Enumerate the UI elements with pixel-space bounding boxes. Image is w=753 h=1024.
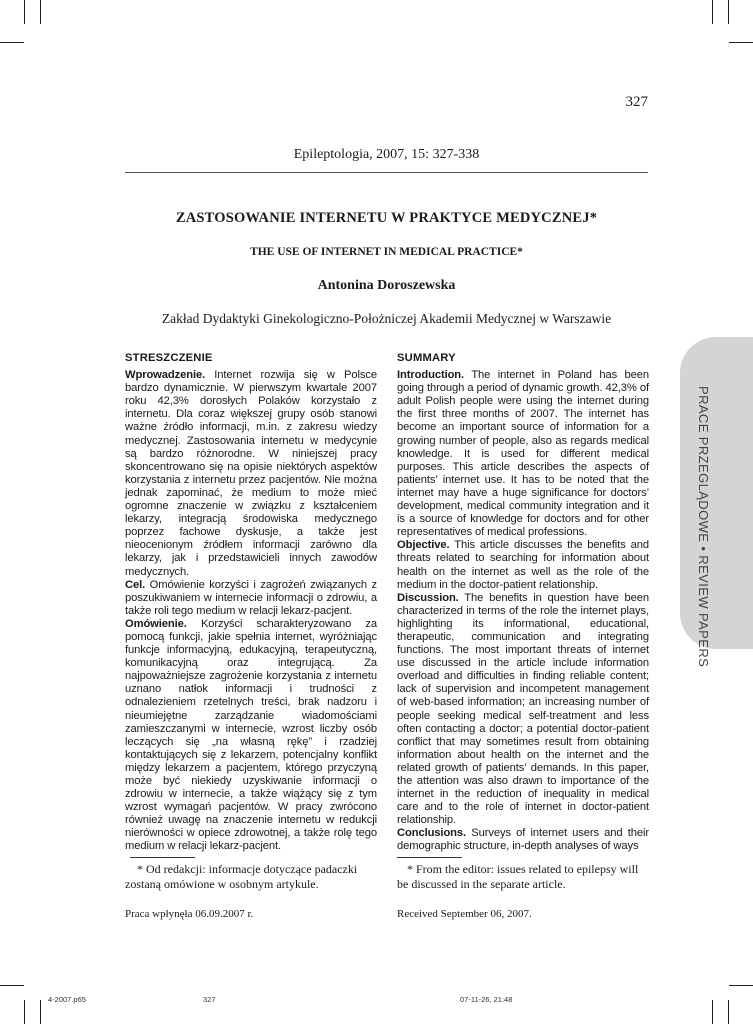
received-date-english: Received September 06, 2007. [397, 908, 532, 920]
print-slug-file: 4-2007.p65 [48, 995, 86, 1004]
crop-mark [0, 985, 24, 986]
page-number: 327 [625, 94, 648, 110]
footnote-rule [397, 857, 462, 858]
abstract-section [397, 539, 649, 591]
abstract-english [397, 352, 649, 854]
section-label: Conclusions. [397, 827, 467, 840]
section-text: Surveys of internet users and their demographic structure, in-depth analyses of ways [397, 827, 649, 853]
crop-mark [712, 1000, 713, 1024]
section-text: Omówienie korzyści i zagrożeń związanych z poszukiwaniem w internecie informacji o zdrowiu, a także roli tego medium w relacji lekarz-pacjent. [125, 578, 377, 617]
abstract-section [397, 592, 649, 828]
author-name: Antonina Doroszewska [317, 278, 456, 293]
crop-mark [729, 42, 753, 43]
footnote-english: * From the editor: issues related to epilepsy will be discussed in the separate article. [397, 862, 639, 891]
print-slug-page: 327 [203, 995, 216, 1004]
crop-mark [40, 0, 41, 24]
print-slug-datetime: 07-11-26, 21:48 [460, 995, 513, 1004]
footnote-rule [130, 857, 195, 858]
crop-mark [24, 0, 25, 24]
section-label: Wprowadzenie. [125, 369, 206, 382]
title-polish: ZASTOSOWANIE INTERNETU W PRAKTYCE MEDYCZNEJ* [175, 210, 598, 226]
section-label: Introduction. [397, 369, 465, 382]
abstract-section [125, 369, 377, 579]
journal-citation: Epileptologia, 2007, 15: 327-338 [293, 147, 480, 162]
crop-mark [40, 1000, 41, 1024]
section-label: Omówienie. [125, 617, 187, 630]
affiliation: Zakład Dydaktyki Ginekologiczno-Położniczej Akademii Medycznej w Warszawie [161, 311, 612, 326]
abstract-heading: STRESZCZENIE [125, 352, 213, 364]
abstract-section [397, 369, 649, 539]
crop-mark [728, 0, 729, 24]
footnote-polish: * Od redakcji: informacje dotyczące padaczki zostaną omówione w osobnym artykule. [125, 862, 358, 891]
crop-mark [24, 1000, 25, 1024]
header-rule [125, 172, 648, 173]
section-label: Cel. [125, 578, 146, 591]
crop-mark [728, 1000, 729, 1024]
abstract-heading: SUMMARY [397, 352, 456, 364]
section-label: Discussion. [397, 591, 459, 604]
abstract-section [125, 579, 377, 618]
section-text: The internet in Poland has been going through a period of dynamic growth. 42,3% of adult Polish people were using the internet during the first three months of 2007. The internet has become an important source of information for a growing number of people, also as regards medical knowledge. It is used for different medical purposes. This article describes the aspects of patients’ internet use. It has to be noted that the internet may have a huge significance for doctors’ development, medical community integration and it is a source of knowledge for doctors and for other representatives of medical professions. [397, 369, 649, 539]
section-label: Objective. [397, 539, 450, 552]
section-text: The benefits in question have been characterized in terms of the role the internet plays, highlighting its informational, educational, therapeutic, communication and integrating functions. The most important threats of internet use discussed in the article include information overload and difficulties in finding reliable content; lack of supervision and incompetent management of web-based information; an increasing number of people seeking medical self-treatment and less often contacting a doctor; a potential doctor-patient conflict that may sometimes result from obtaining information about health on the internet and the related growth of patients’ demands. In this paper, the attention was also drawn to importance of the internet in the reduction of inequality in medical care and to the role of internet in doctor-patient relationship. [397, 591, 649, 827]
crop-mark [0, 42, 24, 43]
title-english: THE USE OF INTERNET IN MEDICAL PRACTICE* [250, 246, 523, 258]
section-text: This article discusses the benefits and threats related to searching for information about health on the internet as well as the role of the medium in the doctor-patient relationship. [397, 539, 649, 591]
crop-mark [729, 985, 753, 986]
abstract-section [397, 827, 649, 853]
section-text: Korzyści scharakteryzowano za pomocą funkcji, jakie spełnia internet, wyróżniając funkcje informacyjną, edukacyjną, terapeutyczną, komunikacyjną oraz integrującą. Za najpoważniejsze zagrożenie korzystania z internetu uznano natłok informacji i trudności z odnalezieniem rzetelnych treści, brak nadzoru i nieumiejętne zarządzanie wiadomościami zamieszczanymi w internecie, wzrost liczby osób leczących się „na własną rękę” i rzadziej kontaktujących się z lekarzem, potencjalny konflikt między lekarzem a pacjentem, którego przyczyną może być niekiedy uzyskiwanie informacji o zdrowiu w internecie, a także wiążący się z tym wzrost wymagań pacjentów. W pracy zwrócono również uwagę na znaczenie internetu w redukcji nierówności w opiece zdrowotnej, a także rolę tego medium w relacji lekarz-pacjent. [125, 617, 377, 853]
section-side-tab [680, 337, 753, 649]
received-date-polish: Praca wpłynęła 06.09.2007 r. [125, 908, 254, 920]
abstract-polish [125, 352, 377, 854]
crop-mark [712, 0, 713, 24]
section-text: Internet rozwija się w Polsce bardzo dynamicznie. W pierwszym kwartale 2007 roku 42,3% dorosłych Polaków korzystało z internetu. Dla coraz większej grupy osób stanowi ważne źródło informacji, m.in. z zakresu wiedzy medycznej. Zastosowania internetu w medycynie są bardzo różnorodne. W niniejszej pracy skoncentrowano się na opisie niektórych aspektów korzystania z internetu przez pacjentów. Nie można jednak zapominać, że medium to może mieć ogromne znaczenie w związku z kształceniem lekarzy, integracją środowiska medycznego poprzez fachowe dyskusje, a także jest nieocenionym źródłem informacji zarówno dla lekarzy, jak i przedstawicieli innych zawodów medycznych. [125, 369, 378, 578]
abstract-section [125, 618, 377, 854]
section-side-tab-label: PRACE PRZEGLĄDOWE • REVIEW PAPERS [696, 386, 711, 668]
